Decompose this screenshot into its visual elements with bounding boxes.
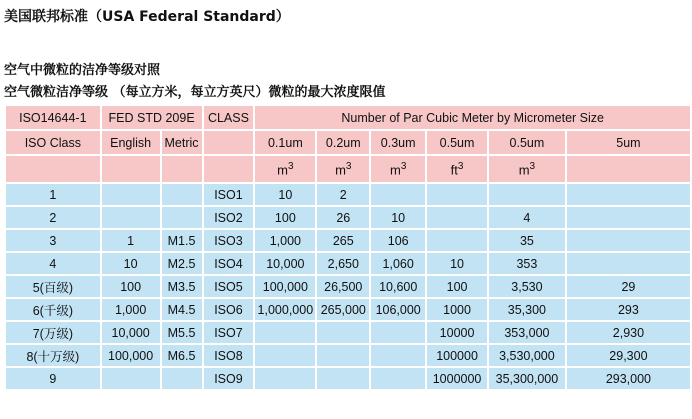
header-class: CLASS [204, 106, 254, 129]
table-cell: M3.5 [162, 276, 202, 297]
table-cell: 100 [102, 276, 160, 297]
table-cell: 1,060 [371, 253, 425, 274]
table-cell: 1,000,000 [255, 299, 315, 320]
table-row [6, 207, 690, 228]
header-size: 0.3um [371, 131, 425, 154]
table-cell: 10,000 [255, 253, 315, 274]
table-cell [317, 345, 369, 366]
table-cell: M5.5 [162, 322, 202, 343]
table-cell: 1 [6, 184, 100, 205]
table-cell: 4 [6, 253, 100, 274]
table-cell [255, 368, 315, 389]
table-cell: 35,300 [489, 299, 565, 320]
table-cell [102, 368, 160, 389]
table-cell: 9 [6, 368, 100, 389]
header-metric: Metric [162, 131, 202, 154]
header-iso: ISO14644-1 [6, 106, 100, 129]
table-cell: 10 [427, 253, 487, 274]
table-row [6, 299, 690, 320]
header-class-blank [204, 131, 254, 154]
table-cell: 2,930 [567, 322, 690, 343]
units-blank [102, 156, 160, 182]
table-cell [567, 184, 690, 205]
header-size: 5um [567, 131, 690, 154]
unit-cell: $m^3$ [371, 156, 425, 182]
table-cell [371, 184, 425, 205]
table-cell: ISO6 [204, 299, 254, 320]
table-cell: 3 [6, 230, 100, 251]
table-cell [567, 207, 690, 228]
table-row [6, 230, 690, 251]
header-iso-class: ISO Class [6, 131, 100, 154]
table-cell [162, 207, 202, 228]
table-cell: ISO2 [204, 207, 254, 228]
header-fed-std: FED STD 209E [102, 106, 202, 129]
table-row [6, 345, 690, 366]
table-cell: 293 [567, 299, 690, 320]
table-cell: 2 [6, 207, 100, 228]
table-row [6, 368, 690, 389]
table-cell [567, 253, 690, 274]
table-caption: 空气微粒洁净等级 （每立方米，每立方英尺）微粒的最大浓度限值 [4, 85, 386, 100]
table-cell [162, 368, 202, 389]
header-row-1 [6, 106, 690, 129]
table-cell: 1,000 [255, 230, 315, 251]
header-number: Number of Par Cubic Meter by Micrometer Size [255, 106, 690, 129]
table-cell: 100,000 [102, 345, 160, 366]
table-cell: 10000 [427, 322, 487, 343]
table-cell: 10 [255, 184, 315, 205]
table-cell [102, 184, 160, 205]
table-cell: 100,000 [255, 276, 315, 297]
table-cell: 265,000 [317, 299, 369, 320]
table-cell: 10,600 [371, 276, 425, 297]
table-cell: 35 [489, 230, 565, 251]
table-cell: 26,500 [317, 276, 369, 297]
units-blank [204, 156, 254, 182]
table-cell [371, 322, 425, 343]
table-cell: ISO8 [204, 345, 254, 366]
table-cell: 8(十万级) [6, 345, 100, 366]
table-cell [427, 184, 487, 205]
table-cell: 106,000 [371, 299, 425, 320]
table-cell: ISO5 [204, 276, 254, 297]
units-blank [6, 156, 100, 182]
table-cell [371, 368, 425, 389]
table-cell [162, 184, 202, 205]
section-title: 空气中微粒的洁净等级对照 [4, 63, 161, 78]
table-cell: 3,530,000 [489, 345, 565, 366]
table-cell: ISO1 [204, 184, 254, 205]
table-cell: M4.5 [162, 299, 202, 320]
table-cell: 10 [102, 253, 160, 274]
table-cell: 35,300,000 [489, 368, 565, 389]
table-cell: 3,530 [489, 276, 565, 297]
table-cell: 29,300 [567, 345, 690, 366]
table-cell: 7(万级) [6, 322, 100, 343]
table-cell: 10,000 [102, 322, 160, 343]
header-english: English [102, 131, 160, 154]
table-cell: 2 [317, 184, 369, 205]
table-row [6, 322, 690, 343]
table-cell [489, 184, 565, 205]
table-cell [317, 368, 369, 389]
table-cell: 353,000 [489, 322, 565, 343]
table-cell: 293,000 [567, 368, 690, 389]
table-row [6, 184, 690, 205]
table-cell: 1000000 [427, 368, 487, 389]
table-cell: 100 [427, 276, 487, 297]
table-cell: 4 [489, 207, 565, 228]
table-cell [255, 345, 315, 366]
table-cell: M2.5 [162, 253, 202, 274]
units-row [6, 156, 690, 182]
table-cell [102, 207, 160, 228]
table-cell: 2,650 [317, 253, 369, 274]
table-cell: 100 [255, 207, 315, 228]
table-cell [371, 345, 425, 366]
header-size: 0.1um [255, 131, 315, 154]
page-title: 美国联邦标准（USA Federal Standard） [4, 9, 290, 25]
table-cell: 26 [317, 207, 369, 228]
table-cell [427, 207, 487, 228]
table-cell: ISO7 [204, 322, 254, 343]
header-size: 0.5um [489, 131, 565, 154]
table-cell: 353 [489, 253, 565, 274]
table-row [6, 276, 690, 297]
table-cell: M1.5 [162, 230, 202, 251]
header-size: 0.2um [317, 131, 369, 154]
table-cell: 1,000 [102, 299, 160, 320]
table-cell [427, 230, 487, 251]
table-row [6, 253, 690, 274]
table-cell [255, 322, 315, 343]
unit-cell: $m^3$ [317, 156, 369, 182]
table-cell: M6.5 [162, 345, 202, 366]
table-cell: 5(百级) [6, 276, 100, 297]
table-cell: 100000 [427, 345, 487, 366]
units-blank [162, 156, 202, 182]
header-size: 0.5um [427, 131, 487, 154]
table-cell [567, 230, 690, 251]
unit-cell: $m^3$ [255, 156, 315, 182]
table-cell: ISO9 [204, 368, 254, 389]
table-cell: 1000 [427, 299, 487, 320]
unit-cell: $ft^3$ [427, 156, 487, 182]
table-cell: 29 [567, 276, 690, 297]
table-cell: 265 [317, 230, 369, 251]
table-cell: ISO4 [204, 253, 254, 274]
table-cell: ISO3 [204, 230, 254, 251]
cleanliness-class-table [4, 104, 692, 391]
header-row-2 [6, 131, 690, 154]
table-cell: 10 [371, 207, 425, 228]
table-cell: 1 [102, 230, 160, 251]
unit-cell: $m^3$ [489, 156, 565, 182]
table-cell: 106 [371, 230, 425, 251]
unit-cell [567, 156, 690, 182]
table-cell: 6(千级) [6, 299, 100, 320]
table-cell [317, 322, 369, 343]
